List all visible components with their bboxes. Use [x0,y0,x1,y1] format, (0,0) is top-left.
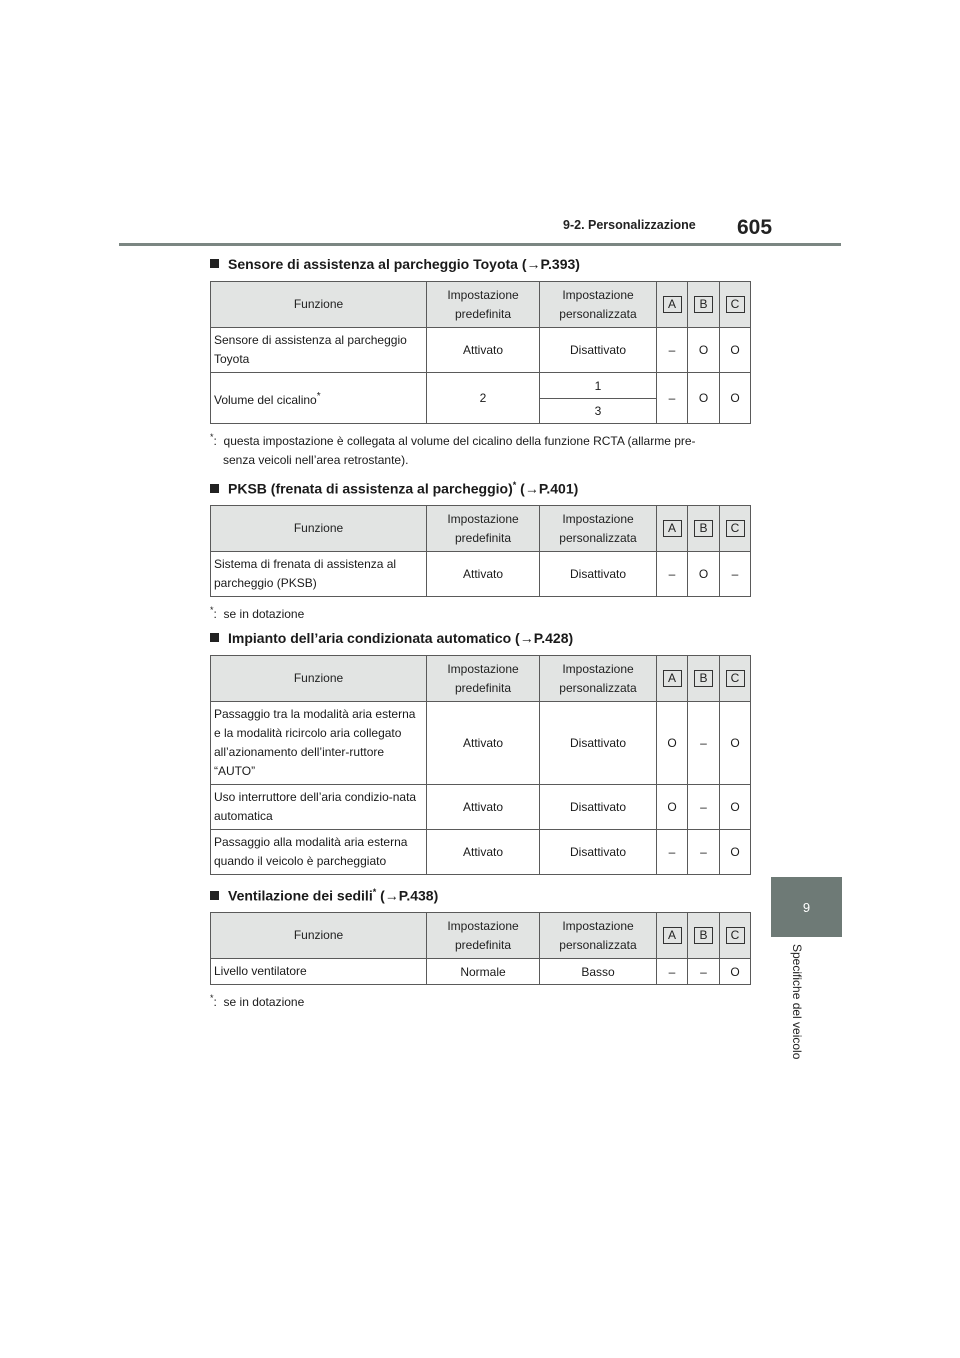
row-function: Passaggio alla modalità aria esterna quando il veicolo è parcheggiato [211,830,427,875]
section-heading: 9-2. Personalizzazione [563,218,696,232]
col-header-c: C [726,520,745,537]
col-header-b: B [694,296,713,313]
row-custom: Disattivato [540,702,657,785]
table-header-row [211,913,751,959]
row-b: – [688,785,720,830]
col-header-c: C [726,296,745,313]
table-header-row [211,656,751,702]
row-custom-option-2: 3 [540,399,657,424]
square-bullet-icon [210,259,219,268]
row-a: O [657,702,688,785]
square-bullet-icon [210,891,219,900]
row-default: Attivato [427,702,540,785]
row-custom: Disattivato [540,830,657,875]
table-row [211,328,751,373]
table-row [211,702,751,785]
col-header-c: C [726,927,745,944]
col-header-custom: Impostazione personalizzata [540,913,657,959]
row-a: – [657,830,688,875]
row-custom: Disattivato [540,328,657,373]
col-header-a: A [663,520,682,537]
col-header-default: Impostazione predefinita [427,913,540,959]
footnote: *: se in dotazione [210,993,305,1009]
col-header-function: Funzione [211,656,427,702]
row-b: O [688,552,720,597]
row-custom-option-1: 1 [540,373,657,399]
row-c: O [720,959,751,985]
chapter-label: Specifiche del veicolo [790,944,804,1060]
col-header-c: C [726,670,745,687]
row-custom: Basso [540,959,657,985]
row-b: – [688,959,720,985]
row-c: O [720,328,751,373]
col-header-a: A [663,296,682,313]
row-custom: Disattivato [540,785,657,830]
row-function: Volume del cicalino* [211,373,427,424]
col-header-b: B [694,520,713,537]
table-row [211,830,751,875]
row-c: – [720,552,751,597]
row-b: – [688,830,720,875]
row-default: Normale [427,959,540,985]
climate-table [210,655,751,875]
row-c: O [720,702,751,785]
table-row [211,373,751,399]
section-title-parking-sensor: Sensore di assistenza al parcheggio Toyota (→P.393) [210,256,580,272]
col-header-b: B [694,927,713,944]
footnote-mark: * [316,390,321,402]
col-header-a: A [663,927,682,944]
row-default: Attivato [427,328,540,373]
col-header-b: B [694,670,713,687]
row-default: Attivato [427,552,540,597]
table-header-row [211,282,751,328]
col-header-function: Funzione [211,282,427,328]
col-header-function: Funzione [211,506,427,552]
row-default: Attivato [427,785,540,830]
col-header-custom: Impostazione personalizzata [540,656,657,702]
col-header-default: Impostazione predefinita [427,506,540,552]
page-number: 605 [737,216,773,239]
row-function: Sistema di frenata di assistenza al parcheggio (PKSB) [211,552,427,597]
col-header-a: A [663,670,682,687]
section-title-seat-ventilation: Ventilazione dei sedili* (→P.438) [210,887,438,904]
row-function: Passaggio tra la modalità aria esterna e la modalità ricircolo aria collegato all’azionamento dell’inter-ruttore “AUTO” [211,702,427,785]
row-b: O [688,373,720,424]
row-a: – [657,959,688,985]
table-header-row [211,506,751,552]
col-header-function: Funzione [211,913,427,959]
row-function: Sensore di assistenza al parcheggio Toyota [211,328,427,373]
row-c: O [720,830,751,875]
row-b: – [688,702,720,785]
col-header-custom: Impostazione personalizzata [540,506,657,552]
row-custom: Disattivato [540,552,657,597]
col-header-default: Impostazione predefinita [427,656,540,702]
row-b: O [688,328,720,373]
header-divider [119,243,841,246]
chapter-tab: 9 [771,877,842,937]
col-header-custom: Impostazione personalizzata [540,282,657,328]
section-title-pksb: PKSB (frenata di assistenza al parcheggio)* (→P.401) [210,480,578,497]
footnote: *: questa impostazione è collegata al volume del cicalino della funzione RCTA (allarme pre- senza veicoli nell’area retrostante). [210,432,696,467]
row-a: – [657,552,688,597]
table-row [211,959,751,985]
row-c: O [720,373,751,424]
table-row [211,552,751,597]
col-header-default: Impostazione predefinita [427,282,540,328]
row-default: 2 [427,373,540,424]
row-a: O [657,785,688,830]
row-function: Uso interruttore dell’aria condizio-nata automatica [211,785,427,830]
square-bullet-icon [210,484,219,493]
section-title-climate: Impianto dell’aria condizionata automatico (→P.428) [210,630,573,646]
row-a: – [657,373,688,424]
row-function: Livello ventilatore [211,959,427,985]
square-bullet-icon [210,633,219,642]
row-a: – [657,328,688,373]
row-c: O [720,785,751,830]
row-default: Attivato [427,830,540,875]
footnote: *: se in dotazione [210,605,305,621]
pksb-table [210,505,751,597]
table-row [211,785,751,830]
parking-sensor-table [210,281,751,424]
seat-ventilation-table [210,912,751,985]
